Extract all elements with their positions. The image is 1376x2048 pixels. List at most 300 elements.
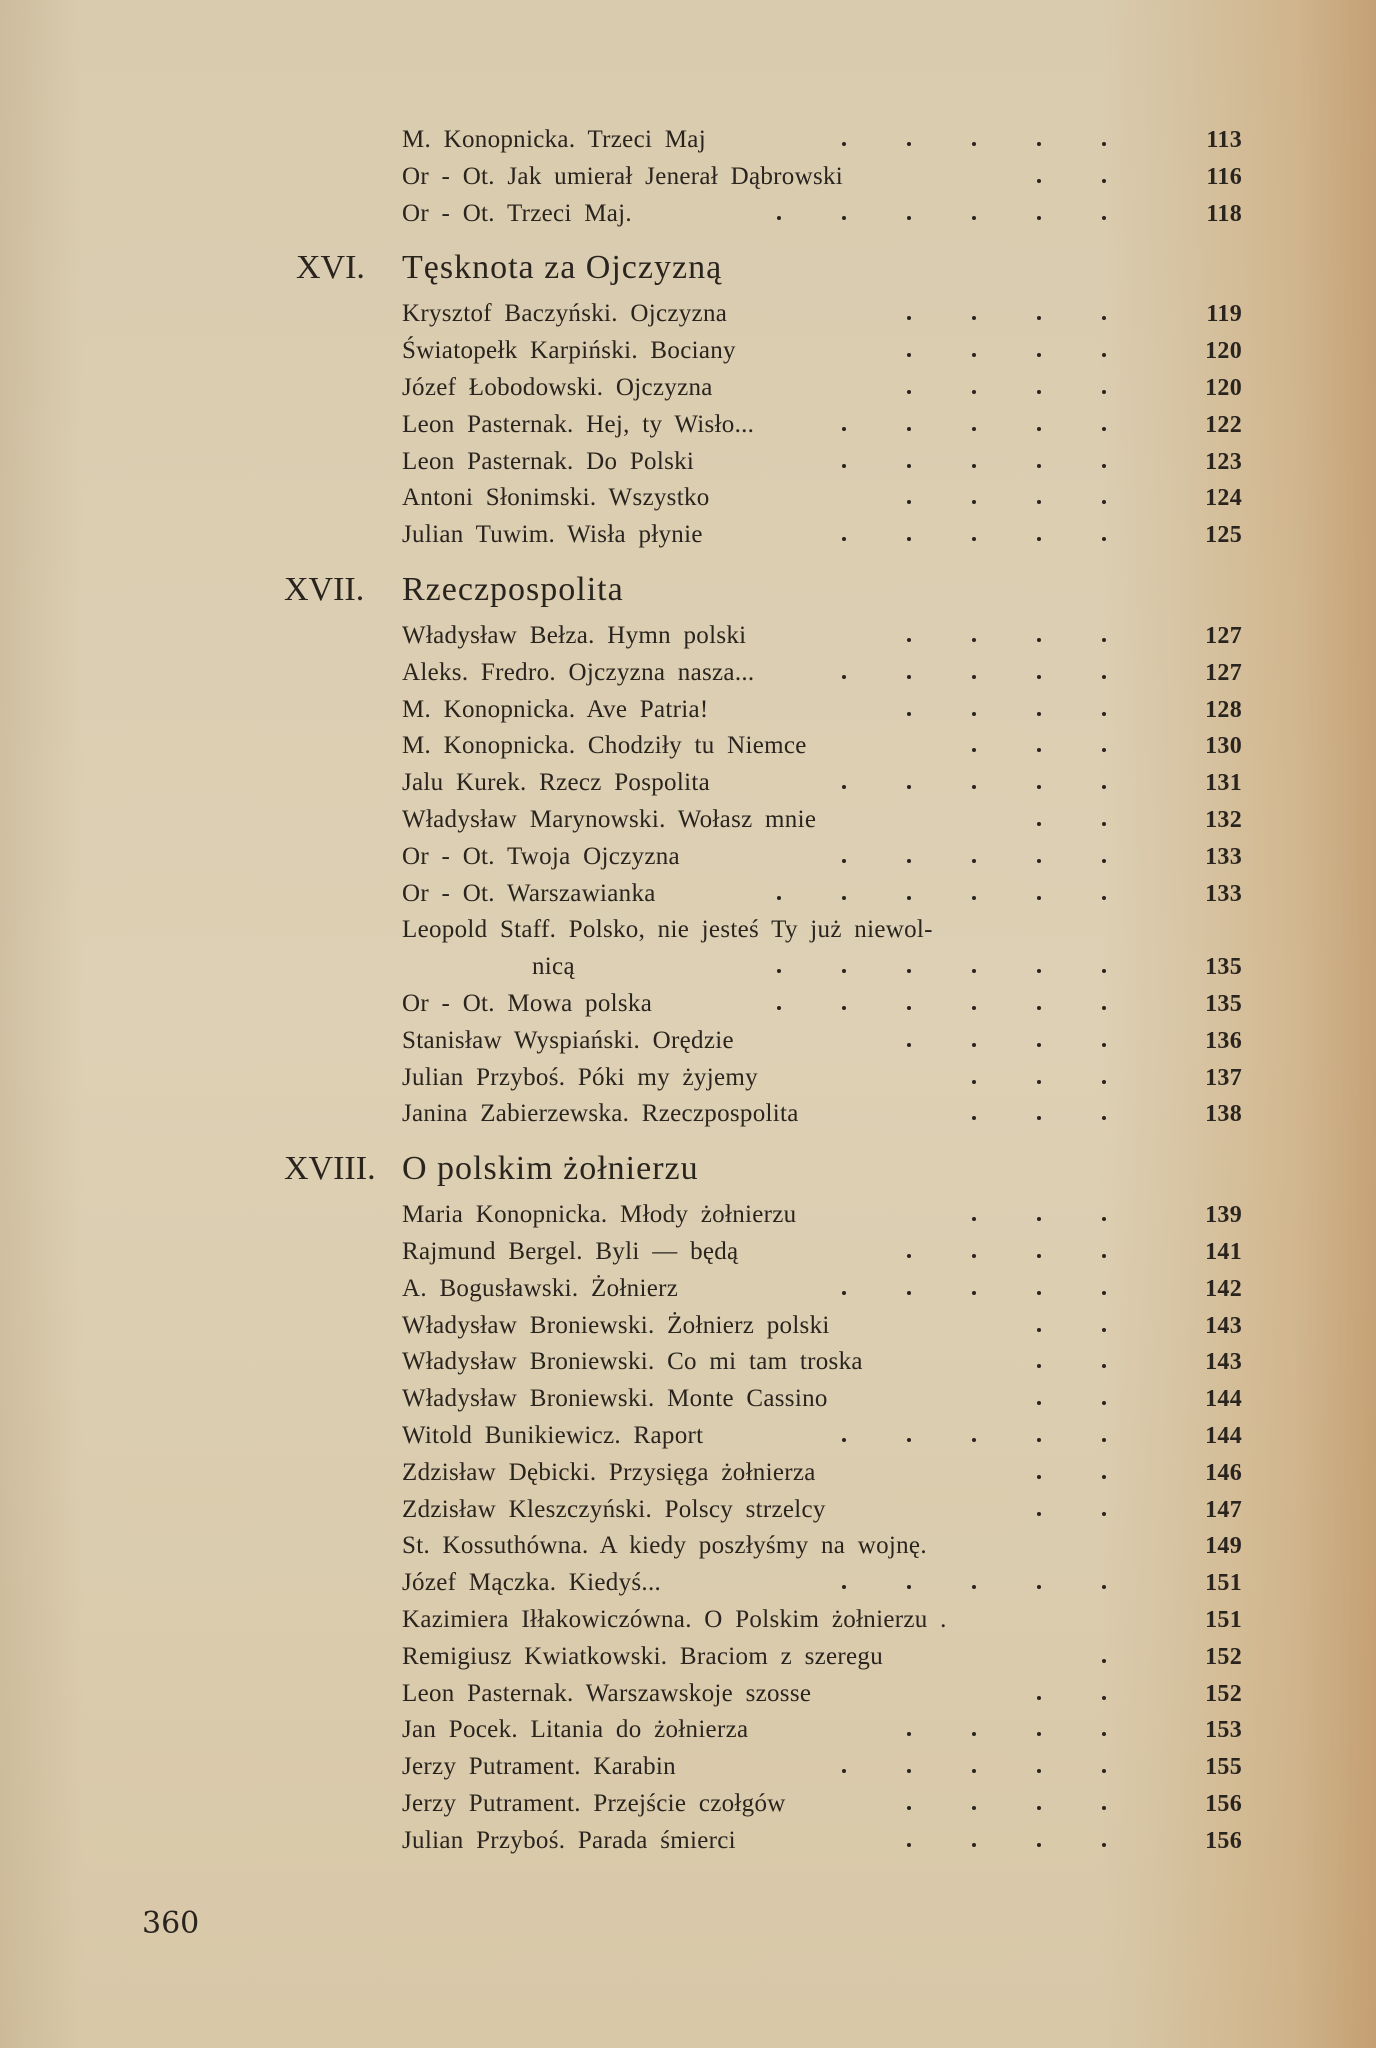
toc-entry [402, 1381, 1242, 1417]
leader-dot [1037, 1328, 1041, 1332]
leader-dot [1037, 1116, 1041, 1120]
leader-dot [1037, 896, 1041, 900]
entry-title: Witold Bunikiewicz. Raport [402, 1422, 704, 1449]
section-heading [296, 246, 1202, 290]
leader-dot [1037, 142, 1041, 146]
section-numeral: XVI. [296, 249, 365, 287]
leader-dot [972, 1843, 976, 1847]
leader-dot [972, 1438, 976, 1442]
leader-dot [972, 537, 976, 541]
leader-dot [972, 500, 976, 504]
page-number: 360 [142, 1906, 200, 1941]
toc-entry [402, 1786, 1242, 1822]
entry-title: Jerzy Putrament. Karabin [402, 1753, 676, 1781]
dot-leader [402, 480, 1162, 516]
toc-entry [402, 692, 1242, 728]
entry-title: Aleks. Fredro. Ojczyzna nasza... [402, 658, 755, 686]
entry-page-number: 125 [1205, 522, 1242, 549]
entry-title: Jalu Kurek. Rzecz Pospolita [402, 769, 710, 797]
leader-dot [1037, 859, 1041, 863]
leader-dot [1102, 712, 1106, 716]
entry-title: Władysław Broniewski. Co mi tam troska [402, 1348, 863, 1376]
leader-dot [1102, 427, 1106, 431]
dot-leader [402, 1023, 1162, 1059]
dot-leader [402, 1096, 1162, 1132]
leader-dot [1102, 1806, 1106, 1810]
leader-dot [972, 1806, 976, 1810]
entry-title: Jerzy Putrament. Przejście czołgów [402, 1790, 786, 1817]
leader-dot [972, 1769, 976, 1773]
leader-dot [1102, 1585, 1106, 1589]
leader-dot [1037, 500, 1041, 504]
leader-dot [972, 896, 976, 900]
toc-entry [402, 1344, 1242, 1380]
entry-page-number: 123 [1205, 448, 1242, 475]
leader-dot [972, 1254, 976, 1258]
leader-dot [1037, 1732, 1041, 1736]
leader-dot [842, 859, 846, 863]
leader-dot [972, 969, 976, 973]
leader-dot [907, 1043, 911, 1047]
entry-title: Zdzisław Dębicki. Przysięga żołnierza [402, 1458, 816, 1486]
dot-leader [402, 618, 1162, 654]
toc-entry [402, 296, 1242, 332]
section-title: Tęsknota za Ojczyzną [402, 249, 723, 287]
section-numeral: XVII. [284, 571, 365, 608]
entry-page-number: 146 [1205, 1459, 1242, 1486]
leader-dot [907, 316, 911, 320]
toc-entry [402, 1096, 1242, 1132]
leader-dot [1102, 1043, 1106, 1047]
leader-dot [907, 785, 911, 789]
dot-leader [402, 1060, 1162, 1096]
toc-entry [402, 1639, 1242, 1675]
toc-entry [402, 407, 1242, 443]
leader-dot [1102, 785, 1106, 789]
toc-entry [402, 1023, 1242, 1059]
toc-entry [402, 1823, 1242, 1859]
leader-dot [842, 1769, 846, 1773]
leader-dot [1037, 179, 1041, 183]
leader-dot [1102, 1659, 1106, 1663]
leader-dot [1037, 1769, 1041, 1773]
entry-page-number: 144 [1205, 1386, 1242, 1413]
entry-title: Leon Pasternak. Do Polski [402, 447, 695, 475]
toc-entry [402, 618, 1242, 654]
dot-leader [402, 1381, 1162, 1417]
entry-page-number: 124 [1205, 485, 1242, 512]
entry-page-number: 118 [1206, 200, 1242, 227]
leader-dot [842, 785, 846, 789]
toc-entry [402, 1712, 1242, 1748]
leader-dot [842, 1006, 846, 1010]
leader-dot [972, 785, 976, 789]
toc-entry [402, 765, 1242, 801]
dot-leader [402, 802, 1162, 838]
leader-dot [1102, 1364, 1106, 1368]
entry-page-number: 142 [1205, 1275, 1242, 1302]
leader-dot [842, 537, 846, 541]
entry-page-number: 120 [1205, 338, 1242, 365]
dot-leader [402, 407, 1162, 443]
leader-dot [1037, 1291, 1041, 1295]
entry-title: M. Konopnicka. Chodziły tu Niemce [402, 732, 807, 760]
leader-dot [842, 1291, 846, 1295]
entry-page-number: 147 [1205, 1496, 1242, 1523]
leader-dot [1037, 712, 1041, 716]
dot-leader [402, 296, 1162, 332]
leader-dot [972, 142, 976, 146]
entry-page-number: 155 [1205, 1754, 1242, 1781]
toc-entry [402, 949, 1242, 985]
dot-leader [402, 728, 1162, 764]
leader-dot [907, 1006, 911, 1010]
leader-dot [972, 1116, 976, 1120]
dot-leader [402, 122, 1162, 158]
leader-dot [972, 427, 976, 431]
leader-dot [907, 859, 911, 863]
entry-title: A. Bogusławski. Żołnierz [402, 1274, 679, 1302]
leader-dot [907, 464, 911, 468]
entry-title: Światopełk Karpiński. Bociany [402, 337, 736, 365]
dot-leader [402, 1271, 1162, 1307]
toc-entry [402, 480, 1242, 516]
toc-entry [402, 728, 1242, 764]
leader-dot [1102, 748, 1106, 752]
leader-dot [972, 748, 976, 752]
leader-dot [1102, 1217, 1106, 1221]
leader-dot [1102, 1116, 1106, 1120]
leader-dot [972, 316, 976, 320]
entry-page-number: 141 [1205, 1239, 1242, 1265]
entry-page-number: 127 [1205, 659, 1242, 686]
entry-title: M. Konopnicka. Trzeci Maj [402, 126, 706, 153]
leader-dot [907, 1585, 911, 1589]
entry-page-number: 135 [1205, 954, 1242, 981]
leader-dot [1102, 537, 1106, 541]
leader-dot [1102, 675, 1106, 679]
dot-leader [402, 1455, 1162, 1491]
toc-entry [402, 1197, 1242, 1233]
entry-title: Leon Pasternak. Warszawskoje szosse [402, 1679, 812, 1707]
entry-page-number: 136 [1205, 1027, 1242, 1054]
leader-dot [1102, 1475, 1106, 1479]
leader-dot [1102, 1401, 1106, 1405]
leader-dot [972, 390, 976, 394]
entry-title: Or - Ot. Warszawianka [402, 879, 656, 907]
leader-dot [907, 638, 911, 642]
entry-page-number: 116 [1206, 163, 1242, 190]
leader-dot [907, 1843, 911, 1847]
leader-dot [972, 216, 976, 220]
entry-page-number: 132 [1205, 807, 1242, 833]
entry-title: Władysław Broniewski. Monte Cassino [402, 1385, 828, 1413]
entry-title: Kazimiera Iłłakowiczówna. O Polskim żołnierzu . [402, 1606, 947, 1633]
entry-title: Władysław Broniewski. Żołnierz polski [402, 1311, 830, 1339]
leader-dot [907, 712, 911, 716]
dot-leader [402, 655, 1162, 691]
leader-dot [972, 1006, 976, 1010]
entry-page-number: 119 [1206, 301, 1242, 328]
leader-dot [1037, 216, 1041, 220]
toc-entry [402, 1271, 1242, 1307]
leader-dot [1037, 1475, 1041, 1479]
entry-page-number: 127 [1205, 623, 1242, 649]
leader-dot [972, 1217, 976, 1221]
dot-leader [402, 517, 1162, 553]
entry-page-number: 130 [1205, 733, 1242, 760]
leader-dot [842, 675, 846, 679]
toc-entry [402, 333, 1242, 369]
entry-title: Józef Łobodowski. Ojczyzna [402, 374, 713, 401]
entry-title: Or - Ot. Twoja Ojczyzna [402, 842, 680, 870]
toc-entry [402, 839, 1242, 875]
leader-dot [972, 675, 976, 679]
leader-dot [1102, 1696, 1106, 1700]
toc-entry [402, 655, 1242, 691]
entry-page-number: 128 [1205, 696, 1242, 723]
leader-dot [1037, 1006, 1041, 1010]
leader-dot [907, 1769, 911, 1773]
leader-dot [972, 638, 976, 642]
leader-dot [907, 1291, 911, 1295]
toc-entry [402, 1492, 1242, 1528]
toc-entry [402, 1565, 1242, 1601]
toc-entry [402, 159, 1242, 195]
leader-dot [842, 1438, 846, 1442]
leader-dot [1037, 638, 1041, 642]
dot-leader [402, 1823, 1162, 1859]
toc-entry [402, 196, 1242, 232]
dot-leader [402, 1676, 1162, 1712]
leader-dot [1037, 969, 1041, 973]
entry-title: Rajmund Bergel. Byli — będą [402, 1238, 739, 1265]
leader-dot [1102, 316, 1106, 320]
toc-entry [402, 912, 1242, 948]
entry-page-number: 113 [1206, 127, 1242, 153]
leader-dot [777, 1006, 781, 1010]
leader-dot [1037, 427, 1041, 431]
leader-dot [1102, 1080, 1106, 1084]
leader-dot [1037, 464, 1041, 468]
entry-page-number: 153 [1205, 1717, 1242, 1744]
leader-dot [1037, 537, 1041, 541]
section-title: Rzeczpospolita [402, 571, 624, 608]
toc-entry [402, 986, 1242, 1022]
leader-dot [1037, 1080, 1041, 1084]
leader-dot [842, 464, 846, 468]
entry-title: Zdzisław Kleszczyński. Polscy strzelcy [402, 1495, 826, 1523]
entry-title: Krysztof Baczyński. Ojczyzna [402, 300, 728, 328]
dot-leader [402, 765, 1162, 801]
entry-title: Leopold Staff. Polsko, nie jesteś Ty już niewol- [402, 916, 933, 944]
leader-dot [842, 969, 846, 973]
leader-dot [907, 390, 911, 394]
entry-title: Władysław Marynowski. Wołasz mnie [402, 806, 817, 833]
leader-dot [1037, 353, 1041, 357]
leader-dot [907, 216, 911, 220]
toc-entry [402, 1602, 1242, 1638]
dot-leader [402, 949, 1162, 985]
entry-title: Władysław Bełza. Hymn polski [402, 622, 747, 649]
entry-title: Julian Tuwim. Wisła płynie [402, 521, 703, 549]
toc-entry [402, 122, 1242, 158]
dot-leader [402, 986, 1162, 1022]
leader-dot [1102, 969, 1106, 973]
leader-dot [1037, 1438, 1041, 1442]
leader-dot [907, 500, 911, 504]
leader-dot [1102, 1254, 1106, 1258]
entry-page-number: 122 [1205, 411, 1242, 438]
leader-dot [1037, 316, 1041, 320]
dot-leader [402, 1749, 1162, 1785]
leader-dot [1102, 1006, 1106, 1010]
toc-entry [402, 1528, 1242, 1564]
entry-page-number: 133 [1205, 880, 1242, 907]
leader-dot [972, 712, 976, 716]
toc-entry [402, 444, 1242, 480]
entry-page-number: 156 [1205, 1791, 1242, 1817]
leader-dot [907, 142, 911, 146]
leader-dot [1037, 748, 1041, 752]
leader-dot [1037, 1843, 1041, 1847]
leader-dot [1037, 1696, 1041, 1700]
entry-page-number: 151 [1205, 1570, 1242, 1597]
dot-leader [402, 1492, 1162, 1528]
entry-title: Józef Mączka. Kiedyś... [402, 1569, 662, 1597]
leader-dot [907, 896, 911, 900]
leader-dot [907, 1806, 911, 1810]
entry-page-number: 135 [1205, 991, 1242, 1017]
leader-dot [1037, 675, 1041, 679]
dot-leader [402, 692, 1162, 728]
leader-dot [842, 896, 846, 900]
leader-dot [1102, 1438, 1106, 1442]
leader-dot [1037, 1217, 1041, 1221]
entry-title: Remigiusz Kwiatkowski. Braciom z szeregu [402, 1642, 884, 1670]
leader-dot [842, 1585, 846, 1589]
dot-leader [402, 196, 1162, 232]
toc-entry [402, 370, 1242, 406]
dot-leader [402, 1308, 1162, 1344]
entry-title: Leon Pasternak. Hej, ty Wisło... [402, 410, 755, 438]
leader-dot [1102, 500, 1106, 504]
toc-entry [402, 1060, 1242, 1096]
leader-dot [1102, 142, 1106, 146]
entry-page-number: 151 [1205, 1607, 1242, 1633]
entry-page-number: 143 [1205, 1349, 1242, 1376]
section-numeral: XVIII. [284, 1150, 376, 1188]
leader-dot [972, 1291, 976, 1295]
leader-dot [1102, 1291, 1106, 1295]
entry-page-number: 139 [1205, 1202, 1242, 1229]
entry-page-number: 152 [1205, 1680, 1242, 1707]
leader-dot [1102, 1328, 1106, 1332]
entry-page-number: 131 [1205, 770, 1242, 797]
leader-dot [907, 675, 911, 679]
dot-leader [402, 333, 1162, 369]
leader-dot [842, 142, 846, 146]
leader-dot [907, 1254, 911, 1258]
leader-dot [1102, 896, 1106, 900]
entry-page-number: 152 [1205, 1643, 1242, 1670]
dot-leader [402, 1234, 1162, 1270]
leader-dot [972, 1585, 976, 1589]
entry-page-number: 120 [1205, 375, 1242, 401]
dot-leader [402, 370, 1162, 406]
leader-dot [842, 427, 846, 431]
entry-title: nicą [532, 953, 575, 981]
leader-dot [907, 427, 911, 431]
dot-leader [402, 1418, 1162, 1454]
leader-dot [1102, 179, 1106, 183]
dot-leader [402, 1344, 1162, 1380]
entry-page-number: 144 [1205, 1423, 1242, 1449]
leader-dot [907, 1438, 911, 1442]
toc-entry [402, 517, 1242, 553]
toc-entry [402, 1455, 1242, 1491]
dot-leader [402, 1786, 1162, 1822]
toc-entry [402, 1749, 1242, 1785]
entry-page-number: 137 [1205, 1064, 1242, 1091]
dot-leader [402, 839, 1162, 875]
entry-page-number: 133 [1205, 843, 1242, 870]
toc-entry [402, 802, 1242, 838]
leader-dot [907, 537, 911, 541]
leader-dot [907, 1732, 911, 1736]
leader-dot [1102, 1732, 1106, 1736]
entry-title: St. Kossuthówna. A kiedy poszłyśmy na wojnę. [402, 1532, 927, 1560]
leader-dot [1102, 216, 1106, 220]
entry-title: Jan Pocek. Litania do żołnierza [402, 1716, 749, 1744]
leader-dot [972, 1732, 976, 1736]
leader-dot [907, 969, 911, 973]
leader-dot [1102, 464, 1106, 468]
leader-dot [1102, 1769, 1106, 1773]
leader-dot [1102, 353, 1106, 357]
leader-dot [1037, 1043, 1041, 1047]
leader-dot [777, 896, 781, 900]
leader-dot [1037, 1401, 1041, 1405]
entry-title: Janina Zabierzewska. Rzeczpospolita [402, 1100, 799, 1128]
entry-title: Or - Ot. Jak umierał Jenerał Dąbrowski [402, 162, 844, 190]
leader-dot [842, 216, 846, 220]
leader-dot [777, 216, 781, 220]
leader-dot [1102, 822, 1106, 826]
leader-dot [1037, 1512, 1041, 1516]
leader-dot [1102, 1843, 1106, 1847]
leader-dot [1037, 1364, 1041, 1368]
leader-dot [1037, 1806, 1041, 1810]
toc-entry [402, 876, 1242, 912]
leader-dot [1037, 390, 1041, 394]
entry-title: Julian Przyboś. Parada śmierci [402, 1826, 736, 1854]
section-heading [284, 568, 1202, 612]
entry-page-number: 143 [1205, 1312, 1242, 1339]
entry-page-number: 156 [1205, 1827, 1242, 1854]
section-title: O polskim żołnierzu [402, 1150, 699, 1188]
entry-title: Julian Przyboś. Póki my żyjemy [402, 1063, 758, 1091]
entry-title: M. Konopnicka. Ave Patria! [402, 695, 709, 723]
leader-dot [1102, 638, 1106, 642]
dot-leader [402, 444, 1162, 480]
toc-entry [402, 1234, 1242, 1270]
entry-title: Or - Ot. Trzeci Maj. [402, 199, 632, 227]
section-heading [284, 1147, 1202, 1191]
dot-leader [402, 876, 1162, 912]
leader-dot [907, 353, 911, 357]
leader-dot [1037, 785, 1041, 789]
